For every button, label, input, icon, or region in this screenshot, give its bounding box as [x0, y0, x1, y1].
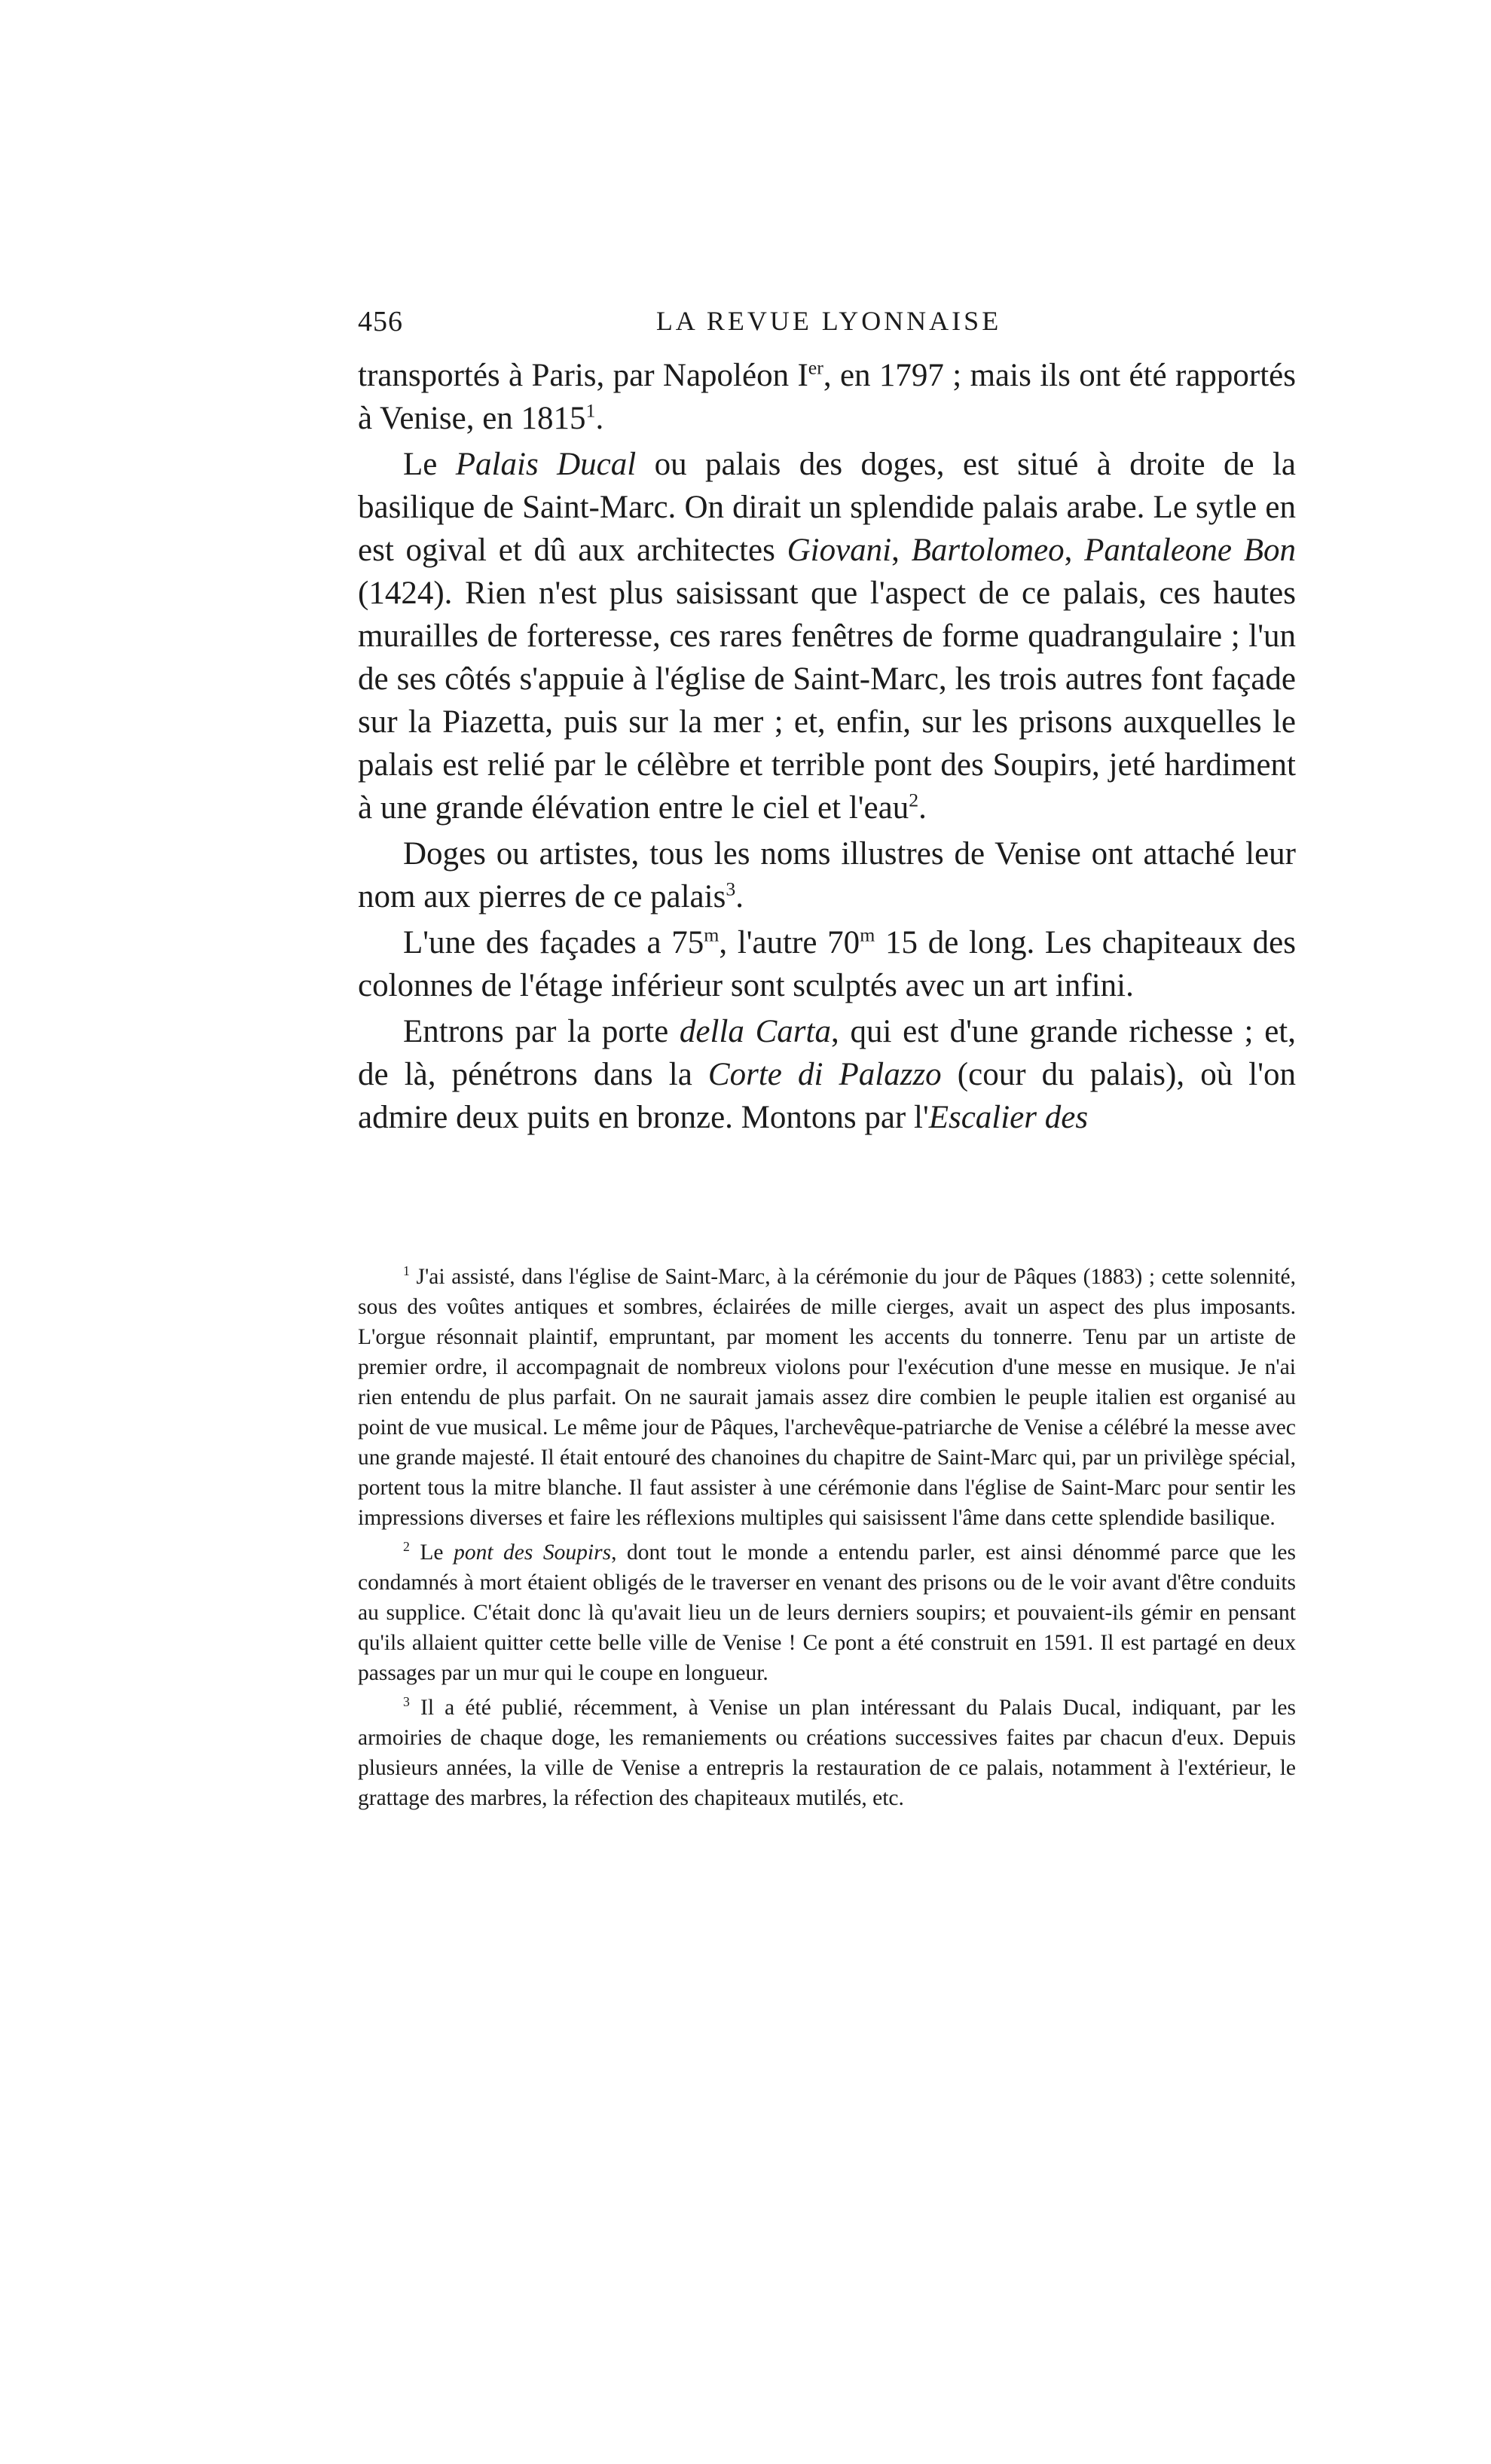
running-title: LA REVUE LYONNAISE: [655, 306, 1002, 336]
footnote-ref-2: 2: [909, 789, 919, 811]
footnote-mark: 2: [403, 1539, 410, 1555]
page-number: 456: [358, 306, 403, 337]
footnote-mark: 3: [403, 1694, 410, 1710]
footnote-3: $^3$ Il a été publié, récemment, à Venise un plan intéressant du Palais Ducal, indiquant, par les armoiries de chaque doge, les remaniements ou créations successives faites par chacun d'eux. Depuis plusieurs années, la ville de Venise a entrepris la restauration de ce palais, notamment à l'extérieur, le grattage des marbres, la réfection des chapiteaux mutilés, etc.: [358, 1694, 1296, 1810]
footnote-mark: 1: [403, 1263, 410, 1279]
paragraph-2: Le Palais Ducal ou palais des doges, est situé à droite de la basilique de Saint-Marc. On dirait un splendide palais arabe. Le sytle en est ogival et dû aux architectes Giovani, Bartolomeo, Pantaleone Bon (1424). Rien n'est plus saisissant que l'aspect de ce palais, ces hautes murailles de forteresse, ces rares fenêtres de forme quadrangulaire ; l'un de ses côtés s'appuie à l'église de Saint-Marc, les trois autres font façade sur la Piazetta, puis sur la mer ; et, enfin, sur les prisons auxquelles le palais est relié par le célèbre et terrible pont des Soupirs, jeté hardiment à une grande élévation entre le ciel et l'eau$^2$.: [358, 447, 1297, 826]
paragraph-4: L'une des façades a 75$^m$, l'autre 70$^m$ 15 de long. Les chapiteaux des colonnes de l'étage inférieur sont sculptés avec un art infini.: [358, 924, 1296, 1003]
unit-superscript: m: [704, 924, 720, 946]
body-text: [358, 354, 1296, 1139]
unit-superscript: m: [860, 924, 875, 946]
footnote-ref-3: 3: [726, 878, 736, 900]
paragraph-3: Doges ou artistes, tous les noms illustres de Venise ont attaché leur nom aux pierres de ce palais$^3$.: [358, 836, 1296, 914]
paragraph-1: transportés à Paris, par Napoléon Ier, en 1797 ; mais ils ont été rapportés à Venise, en 1815$^1$.: [358, 356, 1296, 436]
running-header: [358, 305, 1300, 350]
footnote-ref-1: 1: [585, 399, 596, 422]
footnote-1: $^1$ J'ai assisté, dans l'église de Saint-Marc, à la cérémonie du jour de Pâques (1883) ; cette solennité, sous des voûtes antiques et sombres, éclairées de mille cierges, avait un aspect des plus imposants. L'orgue résonnait plaintif, empruntant, par moment les accents du tonnerre. Tenu par un artiste de premier ordre, il accompagnait de nombreux violons pour l'exécution d'une messe en musique. Je n'ai rien entendu de plus parfait. On ne saurait jamais assez dire combien le peuple italien est organisé au point de vue musical. Le même jour de Pâques, l'archevêque-patriarche de Venise a célébré la messe avec une grande majesté. Il était entouré des chanoines du chapitre de Saint-Marc qui, par un privilège spécial, portent tous la mitre blanche. Il faut assister à une cérémonie dans l'église de Saint-Marc pour sentir les impressions diverses et faire les réflexions multiples qui saisissent l'âme dans cette splendide basilique.: [358, 1263, 1296, 1530]
footnotes: [358, 1262, 1296, 1818]
superscript-er: er: [808, 356, 823, 379]
paragraph-5: Entrons par la porte della Carta, qui est d'une grande richesse ; et, de là, pénétrons dans la Corte di Palazzo (cour du palais), où l'on admire deux puits en bronze. Montons par l'Escalier des: [358, 1014, 1296, 1135]
footnote-2: $^2$ Le pont des Soupirs, dont tout le monde a entendu parler, est ainsi dénommé parce que les condamnés à mort étaient obligés de le traverser en venant des prisons ou de le voir avant d'être conduits au supplice. C'était donc là qu'avait lieu un de leurs derniers soupirs; et pouvaient-ils gémir en pensant qu'ils allaient quitter cette belle ville de Venise ! Ce pont a été construit en 1591. Il est partagé en deux passages par un mur qui le coupe en longueur.: [358, 1539, 1296, 1685]
